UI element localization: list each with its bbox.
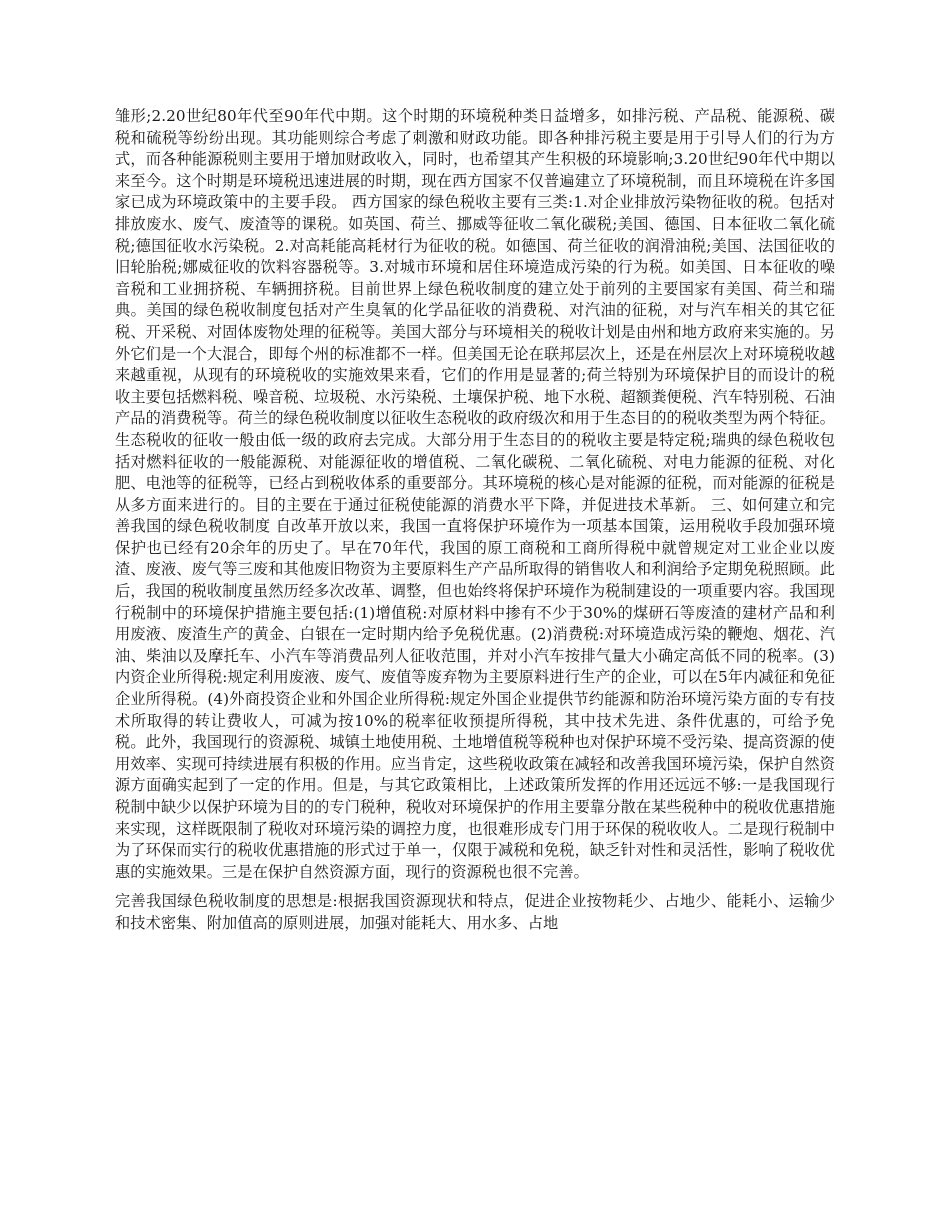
body-paragraph-1: 雏形;2.20世纪80年代至90年代中期。这个时期的环境税种类日益增多，如排污税、产品税、能源税、碳税和硫税等纷纷出现。其功能则综合考虑了刺激和财政功能。即各种排污税主要是用于引导人们的行为方式，而各种能源税则主要用于增加财政收入，同时，也希望其产生积极的环境影响;3.20世纪90年代中期以来至今。这个时期是环境税迅速进展的时期，现在西方国家不仅普遍建立了环境税制，而且环境税在许多国家已成为环境政策中的主要手段。 西方国家的绿色税收主要有三类:1.对企业排放污染物征收的税。包括对排放废水、废气、废渣等的课税。如英国、荷兰、挪威等征收二氧化碳税;美国、德国、日本征收二氧化硫税;德国征收水污染税。2.对高耗能高耗材行为征收的税。如德国、荷兰征收的润滑油税;美国、法国征收的旧轮胎税;娜威征收的饮料容器税等。3.对城市环境和居住环境造成污染的行为税。如美国、日本征收的噪音税和工业拥挤税、车辆拥挤税。目前世界上绿色税收制度的建立处于前列的主要国家有美国、荷兰和瑞典。美国的绿色税收制度包括对产生臭氧的化学品征收的消费税、对汽油的征税，对与汽车相关的其它征税、开采税、对固体废物处理的征税等。美国大部分与环境相关的税收计划是由州和地方政府来实施的。另外它们是一个大混合，即每个州的标准都不一样。但美国无论在联邦层次上，还是在州层次上对环境税收越来越重视，从现有的环境税收的实施效果来看，它们的作用是显著的;荷兰特别为环境保护目的而设计的税收主要包括燃料税、噪音税、垃圾税、水污染税、土壤保护税、地下水税、超额粪便税、汽车特别税、石油产品的消费税等。荷兰的绿色税收制度以征收生态税收的政府级次和用于生态目的的税收类型为两个特征。生态税收的征收一般由低一级的政府去完成。大部分用于生态目的的税收主要是特定税;瑞典的绿色税收包括对燃料征收的一般能源税、对能源征收的增值税、二氧化碳税、二氧化硫税、对电力能源的征税、对化肥、电池等的征税等，已经占到税收体系的重要部分。其环境税的核心是对能源的征税，而对能源的征税是从多方面来进行的。目的主要在于通过征税使能源的消费水平下降，并促进技术革新。 三、如何建立和完善我国的绿色税收制度 自改革开放以来，我国一直将保护环境作为一项基本国策，运用税收手段加强环境保护也已经有20余年的历史了。早在70年代，我国的原工商税和工商所得税中就曾规定对工业企业以废渣、废液、废气等三废和其他废旧物资为主要原料生产产品所取得的销售收人和利润给予定期免税照顾。此后，我国的税收制度虽然历经多次改革、调整，但也始终将保护环境作为税制建设的一项重要内容。我国现行税制中的环境保护措施主要包括:(1)增值税:对原材料中掺有不少于30%的煤研石等废渣的建材产品和利用废液、废渣生产的黄金、白银在一定时期内给予免税优惠。(2)消费税:对环境造成污染的鞭炮、烟花、汽油、柴油以及摩托车、小汽车等消费品列人征收范围，并对小汽车按排气量大小确定高低不同的税率。(3)内资企业所得税:规定利用废液、废气、废值等废弃物为主要原料进行生产的企业，可以在5年内减征和免征企业所得税。(4)外商投资企业和外国企业所得税:规定外国企业提供节约能源和防治环境污染方面的专有技术所取得的转让费收人，可减为按10%的税率征收预提所得税，其中技术先进、条件优惠的，可给予免税。此外，我国现行的资源税、城镇土地使用税、土地增值税等税种也对保护环境不受污染、提高资源的使用效率、实现可持续进展有积极的作用。应当肯定，这些税收政策在减轻和改善我国环境污染，保护自然资源方面确实起到了一定的作用。但是，与其它政策相比，上述政策所发挥的作用还远远不够:一是我国现行税制中缺少以保护环境为目的的专门税种，税收对环境保护的作用主要靠分散在某些税种中的税收优惠措施来实现，这样既限制了税收对环境污染的调控力度，也很难形成专门用于环保的税收收人。二是现行税制中为了环保而实行的税收优惠措施的形式过于单一，仅限于减税和免税，缺乏针对性和灵活性，影响了税收优惠的实施效果。三是在保护自然资源方面，现行的资源税也很不完善。 xyxy=(115,107,835,881)
document-page xyxy=(115,106,835,943)
body-paragraph-2: 完善我国绿色税收制度的思想是:根据我国资源现状和特点，促进企业按物耗少、占地少、能耗小、运输少和技术密集、附加值高的原则进展，加强对能耗大、用水多、占地 xyxy=(115,892,835,932)
